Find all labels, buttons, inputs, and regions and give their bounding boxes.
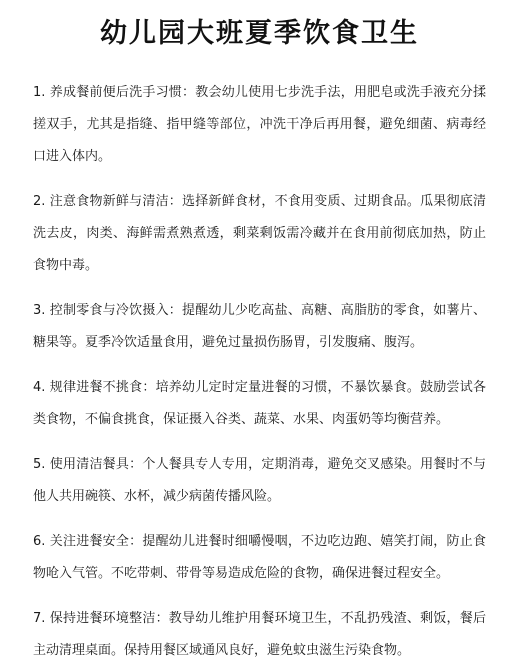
item-body: 个人餐具专人专用，定期消毒，避免交叉感染。用餐时不与他人共用碗筷、水杯，减少病菌传播风险。	[33, 457, 486, 504]
item-body: 选择新鲜食材，不食用变质、过期食品。瓜果彻底清洗去皮，肉类、海鲜需煮熟煮透，剩菜剩饭需冷藏并在食用前彻底加热，防止食物中毒。	[33, 194, 486, 273]
item-heading: 养成餐前便后洗手习惯：	[49, 85, 196, 100]
item-heading: 使用清洁餐具：	[49, 457, 143, 472]
item-body: 提醒幼儿少吃高盐、高糖、高脂肪的零食，如薯片、糖果等。夏季冷饮适量食用，避免过量损伤肠胃，引发腹痛、腹泻。	[33, 303, 486, 350]
list-item-1	[33, 77, 486, 173]
list-item-2	[33, 186, 486, 282]
item-heading: 注意食物新鲜与清洁：	[49, 194, 183, 209]
item-heading: 规律进餐不挑食：	[49, 380, 156, 395]
item-body: 培养幼儿定时定量进餐的习惯，不暴饮暴食。鼓励尝试各类食物，不偏食挑食，保证摄入谷类、蔬菜、水果、肉蛋奶等均衡营养。	[33, 380, 486, 427]
item-number: 5.	[33, 457, 46, 472]
item-heading: 控制零食与冷饮摄入：	[49, 303, 183, 318]
item-body: 提醒幼儿进餐时细嚼慢咽，不边吃边跑、嬉笑打闹，防止食物呛入气管。不吃带刺、带骨等易造成危险的食物，确保进餐过程安全。	[33, 534, 486, 581]
list-item-3	[33, 295, 486, 359]
item-number: 4.	[33, 380, 46, 395]
item-number: 3.	[33, 303, 46, 318]
list-item-6	[33, 526, 486, 590]
list-item-7	[33, 603, 486, 667]
item-body: 教导幼儿维护用餐环境卫生，不乱扔残渣、剩饭，餐后主动清理桌面。保持用餐区域通风良好，避免蚊虫滋生污染食物。	[33, 611, 486, 658]
item-heading: 关注进餐安全：	[49, 534, 143, 549]
item-heading: 保持进餐环境整洁：	[49, 611, 169, 626]
item-number: 7.	[33, 611, 46, 626]
list-item-4	[33, 372, 486, 436]
item-body: 教会幼儿使用七步洗手法，用肥皂或洗手液充分揉搓双手，尤其是指缝、指甲缝等部位，冲洗干净后再用餐，避免细菌、病毒经口进入体内。	[33, 85, 486, 164]
item-number: 2.	[33, 194, 46, 209]
item-number: 6.	[33, 534, 46, 549]
page-title: 幼儿园大班夏季饮食卫生	[100, 18, 419, 49]
item-number: 1.	[33, 85, 46, 100]
list-item-5	[33, 449, 486, 513]
